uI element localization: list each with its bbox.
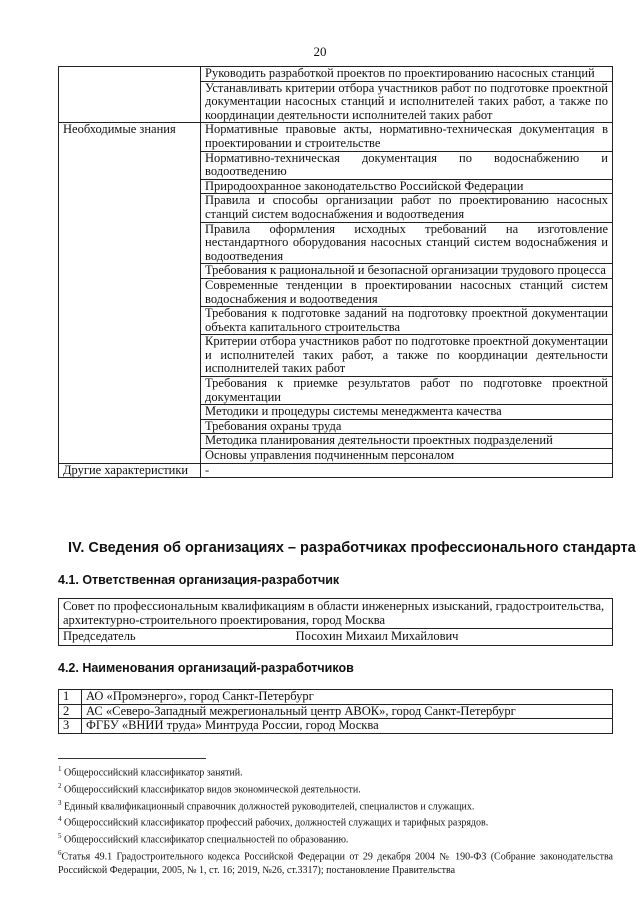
table-cell: Правила оформления исходных требований на изготовление нестандартного оборудования насосных станций систем водоснабжения и водоотведения <box>201 222 613 264</box>
table-cell: Руководить разработкой проектов по проектированию насосных станций <box>201 67 613 82</box>
footnote-mark: 6 <box>58 849 62 858</box>
table-cell: Основы управления подчиненным персоналом <box>201 449 613 464</box>
table-cell: Требования к приемке результатов работ по подготовке проектной документации <box>201 377 613 405</box>
footnote <box>58 797 613 814</box>
table-cell: Природоохранное законодательство Российской Федерации <box>201 179 613 194</box>
table-cell: Методики и процедуры системы менеджмента качества <box>201 405 613 420</box>
chair-cell <box>59 629 613 646</box>
developer-orgs-table <box>58 689 613 734</box>
table-cell: Устанавливать критерии отбора участников работ по подготовке проектной документации насосных станций и исполнителей таких работ, а также по координации деятельности исполнителей таких работ <box>201 81 613 123</box>
table-cell: Правила и способы организации работ по проектированию насосных станций систем водоснабжения и водоотведения <box>201 194 613 222</box>
responsible-org-table <box>58 598 613 646</box>
chair-name: Посохин Михаил Михайлович <box>295 629 459 644</box>
footnote-divider <box>58 758 206 759</box>
developer-name: ФГБУ «ВНИИ труда» Минтруда России, город Москва <box>82 719 613 734</box>
table-cell: Методика планирования деятельности проектных подразделений <box>201 434 613 449</box>
footnote-text: Общероссийский классификатор специальностей по образованию. <box>61 834 349 846</box>
section-iv-title: IV. Сведения об организациях – разработчиках профессионального стандарта <box>68 540 636 556</box>
footnote-mark: 4 <box>58 815 62 824</box>
row-number: 2 <box>59 704 82 719</box>
section-4-1-title: 4.1. Ответственная организация-разработчик <box>58 573 340 587</box>
footnote-mark: 2 <box>58 781 62 790</box>
footnote-mark: 5 <box>58 832 62 841</box>
table-cell: Критерии отбора участников работ по подготовке проектной документации и исполнителей таких работ, а также по координации деятельности исполнителей таких работ <box>201 335 613 377</box>
table-cell: - <box>201 463 613 478</box>
footnote <box>58 847 613 877</box>
table-row <box>59 629 613 646</box>
footnote-text: Общероссийский классификатор занятий. <box>61 767 243 779</box>
footnote-text: Единый квалификационный справочник должностей руководителей, специалистов и служащих. <box>61 800 475 812</box>
row-label-other-characteristics: Другие характеристики <box>59 463 201 478</box>
table-cell: Нормативные правовые акты, нормативно-техническая документация в проектировании и строительстве <box>201 123 613 151</box>
footnote-text: Общероссийский классификатор видов экономической деятельности. <box>61 784 361 796</box>
table-cell: Требования к подготовке заданий на подготовку проектной документации объекта капитального строительства <box>201 307 613 335</box>
developer-name: АС «Северо-Западный межрегиональный центр АВОК», город Санкт-Петербург <box>82 704 613 719</box>
table-cell: Требования охраны труда <box>201 419 613 434</box>
page-number: 20 <box>313 44 327 59</box>
footnotes <box>58 763 613 877</box>
table-row <box>59 67 613 82</box>
footnote-mark: 1 <box>58 765 62 773</box>
table-row <box>59 123 613 151</box>
footnote-mark: 3 <box>58 798 62 807</box>
footnote <box>58 813 613 830</box>
table-row <box>59 463 613 478</box>
table-cell: Требования к рациональной и безопасной организации трудового процесса <box>201 264 613 279</box>
table-row <box>59 704 613 719</box>
org-name-cell: Совет по профессиональным квалификациям в области инженерных изысканий, градостроительства, архитектурно-строительного проектирования, город Москва <box>59 599 613 629</box>
table-cell: Современные тенденции в проектировании насосных станций систем водоснабжения и водоотведения <box>201 278 613 306</box>
row-number: 1 <box>59 690 82 705</box>
footnote-text: Статья 49.1 Градостроительного кодекса Российской Федерации от 29 декабря 2004 № 190-ФЗ (Собрание законодательства Российской Федерации, 2005, № 1, ст. 16; 2019, №26, ст.3317); постановление Правительства <box>58 851 613 876</box>
footnote <box>58 830 613 847</box>
footnote <box>58 763 613 780</box>
row-label-required-knowledge: Необходимые знания <box>59 123 201 463</box>
chair-label: Председатель <box>63 629 136 644</box>
table-cell: Нормативно-техническая документация по водоснабжению и водоотведению <box>201 151 613 179</box>
table-row <box>59 719 613 734</box>
competency-table <box>58 66 613 478</box>
row-label-cell <box>59 67 201 123</box>
table-row <box>59 690 613 705</box>
footnote-text: Общероссийский классификатор профессий рабочих, должностей служащих и тарифных разрядов. <box>61 817 489 829</box>
section-4-2-title: 4.2. Наименования организаций-разработчиков <box>58 661 354 675</box>
footnote <box>58 780 613 797</box>
row-number: 3 <box>59 719 82 734</box>
developer-name: АО «Промэнерго», город Санкт-Петербург <box>82 690 613 705</box>
table-row <box>59 599 613 629</box>
